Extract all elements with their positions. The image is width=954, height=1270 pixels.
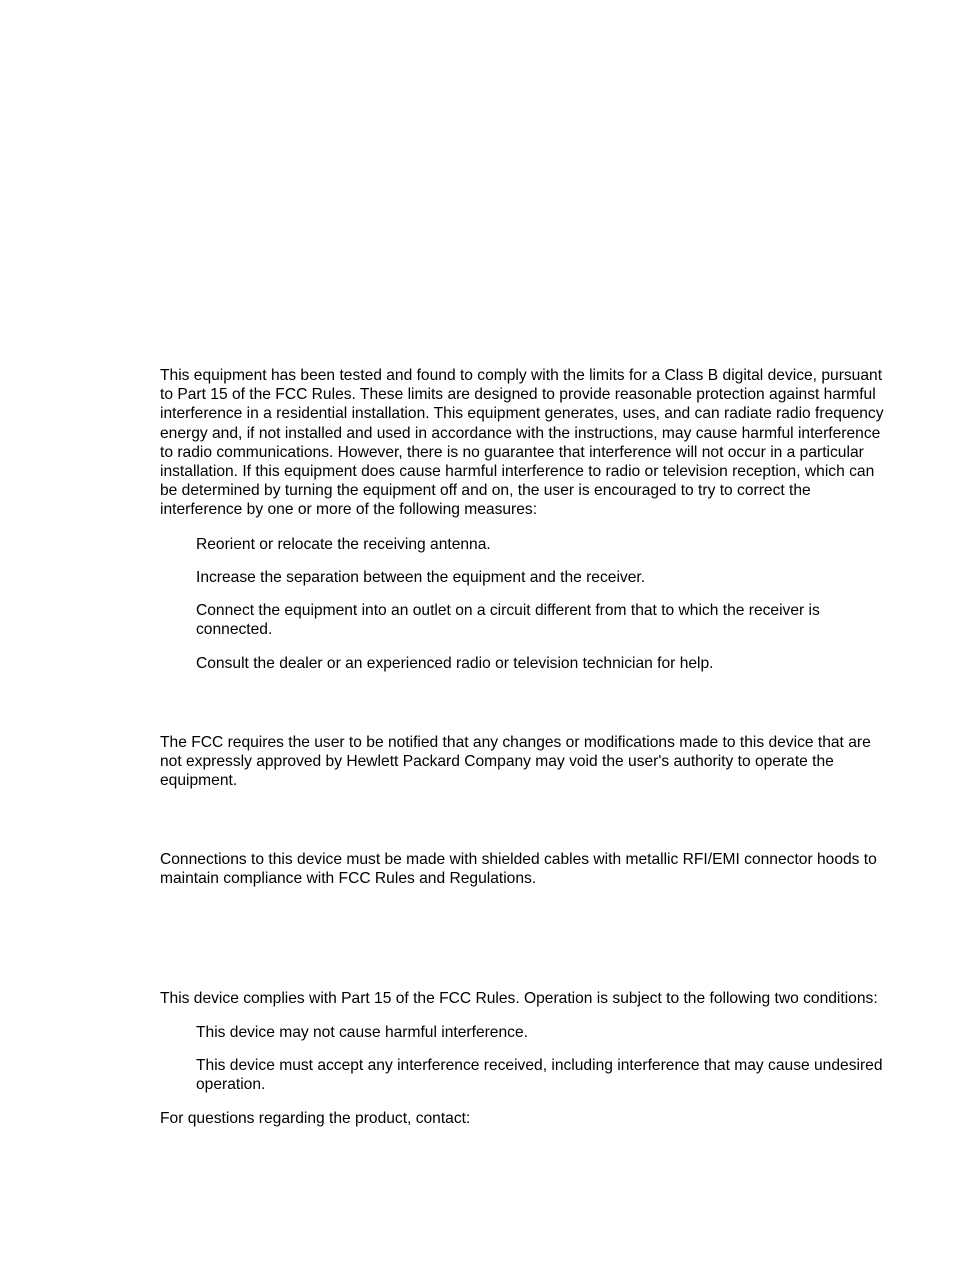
cables-paragraph: Connections to this device must be made with shielded cables with metallic RFI/EMI connector hoods to maintain compliance with FCC Rules and Regulations. xyxy=(160,851,877,888)
condition-item: This device may not cause harmful interference. xyxy=(196,1024,528,1041)
condition-item: This device must accept any interference received, including interference that may cause undesired operation. xyxy=(196,1057,883,1094)
interference-paragraph: This equipment has been tested and found to comply with the limits for a Class B digital device, pursuant to Part 15 of the FCC Rules. These limits are designed to provide reasonable protection against harmful interference in a residential installation. This equipment generates, uses, and can radiate radio frequency energy and, if not installed and used in accordance with the instructions, may cause harmful interference to radio communications. However, there is no guarantee that interference will not occur in a particular installation. If this equipment does cause harmful interference to radio or television reception, which can be determined by turning the equipment off and on, the user is encouraged to try to correct the interference by one or more of the following measures: xyxy=(160,367,884,519)
measure-item: Connect the equipment into an outlet on a circuit different from that to which the receiver is connected. xyxy=(196,602,820,639)
compliance-paragraph: This device complies with Part 15 of the FCC Rules. Operation is subject to the following two conditions: xyxy=(160,990,878,1007)
measure-item: Consult the dealer or an experienced radio or television technician for help. xyxy=(196,655,714,672)
contact-paragraph: For questions regarding the product, contact: xyxy=(160,1110,471,1127)
measure-item: Increase the separation between the equipment and the receiver. xyxy=(196,569,646,586)
modifications-paragraph: The FCC requires the user to be notified that any changes or modifications made to this device that are not expressly approved by Hewlett Packard Company may void the user's authority to operate the equipment. xyxy=(160,734,871,790)
measure-item: Reorient or relocate the receiving antenna. xyxy=(196,536,491,553)
